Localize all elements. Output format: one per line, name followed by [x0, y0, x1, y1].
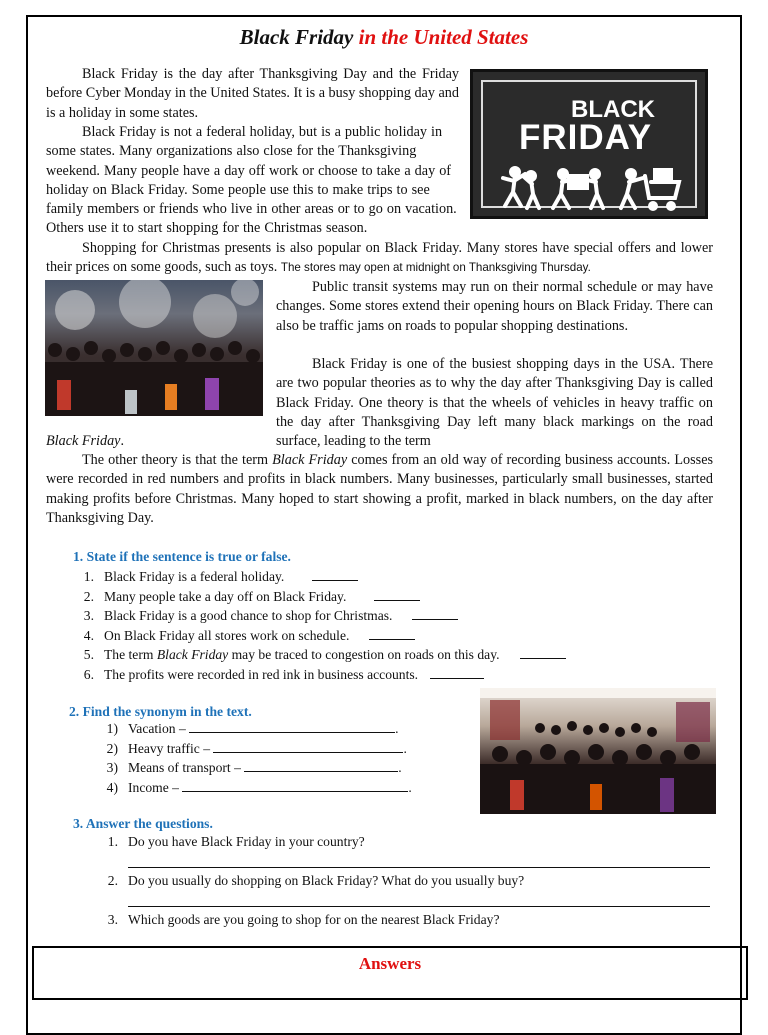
paragraph-2 — [46, 123, 459, 239]
item-number: 1. — [83, 569, 94, 584]
crowd-photo-store — [480, 688, 716, 814]
item-number: 4. — [83, 627, 94, 643]
item-text: Means of transport – . — [128, 760, 402, 775]
paragraph-5-end: Black Friday. — [46, 433, 125, 449]
exercise-1-list — [70, 567, 670, 684]
list-item — [70, 665, 670, 685]
list-item — [70, 567, 670, 587]
item-text: Income – . — [128, 779, 412, 795]
item-number: 1) — [106, 721, 118, 736]
paragraph-4-text: Public transit systems may run on their normal schedule or may have changes. Some stores extend their opening hours on Black Friday. There can also be traffic jams on roads to popular shopping destinations. — [276, 279, 713, 334]
question-item — [94, 873, 714, 912]
item-text: Black Friday is a good chance to shop for Christmas. — [104, 606, 458, 626]
exercise-2-list — [94, 719, 434, 797]
item-text: Do you usually do shopping on Black Friday? What do you usually buy? — [128, 873, 525, 888]
item-number: 3. — [83, 608, 94, 623]
item-number: 1. — [107, 834, 118, 849]
paragraph-3 — [46, 239, 713, 278]
exercise-3-heading: 3. Answer the questions. — [73, 816, 213, 831]
item-text: Which goods are you going to shop for on the nearest Black Friday? — [128, 912, 500, 927]
list-item — [70, 626, 670, 646]
list-item — [94, 739, 434, 759]
paragraph-3-small-text: The stores may open at midnight on Thanksgiving Thursday. — [280, 261, 591, 275]
item-number: 3) — [106, 760, 118, 775]
answer-blank[interactable] — [520, 647, 566, 659]
answer-blank[interactable] — [244, 760, 398, 772]
paragraph-6-term: Black Friday — [272, 452, 348, 468]
list-item — [94, 758, 434, 778]
item-text: Heavy traffic – . — [128, 740, 407, 756]
paragraph-2-text: Black Friday is not a federal holiday, but is a public holiday in some states. Many organizations also close for the Thanksgiving weekend. Many people have a day off work or choose to take a day of holiday on Black Friday. Some people use this to make trips to see family members or friends who live in other areas or to go on vacation. Others use it to start shopping for the Christmas season. — [46, 124, 457, 237]
item-number: 5. — [83, 647, 94, 662]
paragraph-1 — [46, 65, 459, 123]
shoppers-icon — [491, 164, 691, 214]
paragraph-6 — [46, 451, 713, 528]
exercise-3-list — [94, 834, 714, 934]
item-text: Do you have Black Friday in your country? — [128, 834, 365, 849]
answer-line[interactable] — [128, 895, 710, 907]
list-item — [70, 645, 670, 665]
item-text: The term Black Friday may be traced to congestion on roads on this day. — [104, 645, 566, 665]
item-text: Vacation – . — [128, 721, 399, 736]
answer-blank[interactable] — [312, 569, 358, 581]
crowd-photo-mall-art — [45, 280, 263, 416]
item-text: The profits were recorded in red ink in business accounts. — [104, 665, 484, 685]
logo-text-friday: FRIDAY — [519, 118, 653, 157]
paragraph-1-text: Black Friday is the day after Thanksgiving Day and the Friday before Cyber Monday in the United States. It is a busy shopping day and is a holiday in some states. — [46, 66, 459, 121]
logo-text-black: BLACK — [571, 96, 655, 123]
answer-blank[interactable] — [369, 628, 415, 640]
answers-title: Answers — [358, 954, 422, 973]
list-item — [94, 719, 434, 739]
paragraph-4 — [276, 278, 713, 336]
answer-blank[interactable] — [213, 741, 403, 753]
item-number: 6. — [83, 666, 94, 682]
black-friday-logo-image — [470, 69, 708, 219]
exercise-2-heading: 2. Find the synonym in the text. — [69, 704, 252, 719]
answer-line[interactable] — [128, 856, 710, 868]
item-number: 2. — [107, 873, 118, 888]
answer-blank[interactable] — [374, 589, 420, 601]
paragraph-6-text-a: The other theory is that the term — [82, 452, 269, 468]
question-item — [94, 834, 714, 873]
item-number: 4) — [106, 779, 118, 795]
crowd-photo-mall — [45, 280, 263, 416]
title-part-2: in the United States — [358, 25, 529, 49]
item-number: 3. — [107, 912, 118, 927]
exercise-1-heading: 1. State if the sentence is true or false. — [73, 549, 291, 564]
item-number: 2. — [83, 588, 94, 604]
item-text: Black Friday is a federal holiday. — [104, 567, 358, 587]
paragraph-5-text: Black Friday is one of the busiest shopping days in the USA. There are two popular theories as to why the day after Thanksgiving Day is called Black Friday. One theory is that the wheels of vehicles in heavy traffic on the day after Thanksgiving Day left many black markings on the road surface, leading to the term — [276, 356, 713, 450]
paragraph-5-term: Black Friday — [46, 433, 121, 449]
page-title — [0, 25, 768, 50]
item-text: Many people take a day off on Black Friday. — [104, 587, 420, 607]
list-item — [70, 606, 670, 626]
item-text: On Black Friday all stores work on schedule. — [104, 626, 415, 646]
answer-blank[interactable] — [189, 721, 395, 733]
answer-blank[interactable] — [430, 667, 484, 679]
list-item — [70, 587, 670, 607]
paragraph-6-text-b: comes from an old way of recording business accounts. Losses were recorded in red numbers and profits in black numbers. Many businesses, particularly small businesses, started making profits before Christmas. Many hoped to start showing a profit, marked in black numbers, on the day after Thanksgiving Day. — [46, 452, 714, 526]
list-item — [94, 778, 434, 798]
crowd-photo-store-art — [480, 688, 716, 814]
question-item — [94, 912, 714, 934]
answers-box — [32, 946, 748, 1000]
answer-blank[interactable] — [182, 780, 408, 792]
answer-blank[interactable] — [412, 608, 458, 620]
item-number: 2) — [106, 740, 118, 756]
title-part-1: Black Friday — [239, 25, 354, 49]
paragraph-3-text: Shopping for Christmas presents is also popular on Black Friday. Many stores have special offers and lower their prices on some goods, such as toys. — [46, 240, 713, 276]
